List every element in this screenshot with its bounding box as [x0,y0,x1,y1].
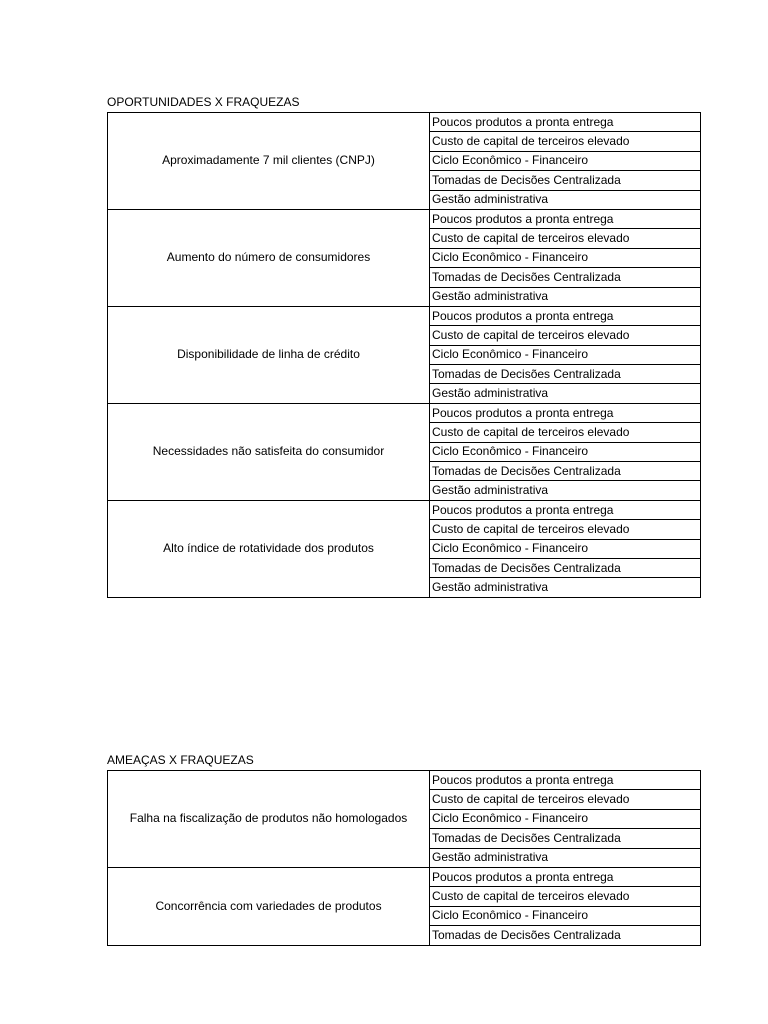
table-row [108,113,701,132]
weakness-item-cell: Custo de capital de terceiros elevado [430,229,701,248]
weakness-item-cell: Poucos produtos a pronta entrega [430,500,701,519]
section-title-ameacas: AMEAÇAS X FRAQUEZAS [107,753,254,767]
table-row [108,403,701,422]
weakness-item-cell: Ciclo Econômico - Financeiro [430,248,701,267]
weakness-item-cell: Tomadas de Decisões Centralizada [430,365,701,384]
weakness-item-cell: Custo de capital de terceiros elevado [430,423,701,442]
weakness-item-cell: Poucos produtos a pronta entrega [430,209,701,228]
weakness-item-cell: Poucos produtos a pronta entrega [430,867,701,886]
weakness-item-cell: Ciclo Econômico - Financeiro [430,151,701,170]
table-cut-edge [107,944,108,946]
weakness-item-cell: Tomadas de Decisões Centralizada [430,829,701,848]
table-row [108,306,701,325]
group-label-cell: Necessidades não satisfeita do consumidor [108,403,430,500]
table-row [108,771,701,790]
weakness-item-cell: Gestão administrativa [430,384,701,403]
weakness-item-cell: Tomadas de Decisões Centralizada [430,171,701,190]
weakness-item-cell: Ciclo Econômico - Financeiro [430,539,701,558]
group-label-cell: Alto índice de rotatividade dos produtos [108,500,430,597]
weakness-item-cell: Ciclo Econômico - Financeiro [430,906,701,925]
group-label-cell: Disponibilidade de linha de crédito [108,306,430,403]
section-title-oportunidades: OPORTUNIDADES X FRAQUEZAS [107,95,300,109]
weakness-item-cell: Tomadas de Decisões Centralizada [430,558,701,577]
group-label-cell: Concorrência com variedades de produtos [108,867,430,945]
group-label-cell: Aumento do número de consumidores [108,209,430,306]
weakness-item-cell: Tomadas de Decisões Centralizada [430,926,701,945]
weakness-item-cell: Ciclo Econômico - Financeiro [430,809,701,828]
oportunidades-fraquezas-table [107,112,701,598]
table-row [108,867,701,886]
weakness-item-cell: Custo de capital de terceiros elevado [430,887,701,906]
weakness-item-cell: Ciclo Econômico - Financeiro [430,442,701,461]
weakness-item-cell: Gestão administrativa [430,578,701,597]
weakness-item-cell: Gestão administrativa [430,287,701,306]
table-row [108,500,701,519]
weakness-item-cell: Poucos produtos a pronta entrega [430,403,701,422]
weakness-item-cell: Custo de capital de terceiros elevado [430,132,701,151]
table-row [108,209,701,228]
weakness-item-cell: Poucos produtos a pronta entrega [430,113,701,132]
weakness-item-cell: Custo de capital de terceiros elevado [430,326,701,345]
weakness-item-cell: Tomadas de Decisões Centralizada [430,462,701,481]
weakness-item-cell: Gestão administrativa [430,848,701,867]
weakness-item-cell: Gestão administrativa [430,190,701,209]
weakness-item-cell: Gestão administrativa [430,481,701,500]
weakness-item-cell: Tomadas de Decisões Centralizada [430,268,701,287]
group-label-cell: Aproximadamente 7 mil clientes (CNPJ) [108,113,430,210]
ameacas-fraquezas-table [107,770,701,946]
weakness-item-cell: Custo de capital de terceiros elevado [430,520,701,539]
group-label-cell: Falha na fiscalização de produtos não homologados [108,771,430,868]
weakness-item-cell: Custo de capital de terceiros elevado [430,790,701,809]
weakness-item-cell: Poucos produtos a pronta entrega [430,306,701,325]
weakness-item-cell: Ciclo Econômico - Financeiro [430,345,701,364]
weakness-item-cell: Poucos produtos a pronta entrega [430,771,701,790]
